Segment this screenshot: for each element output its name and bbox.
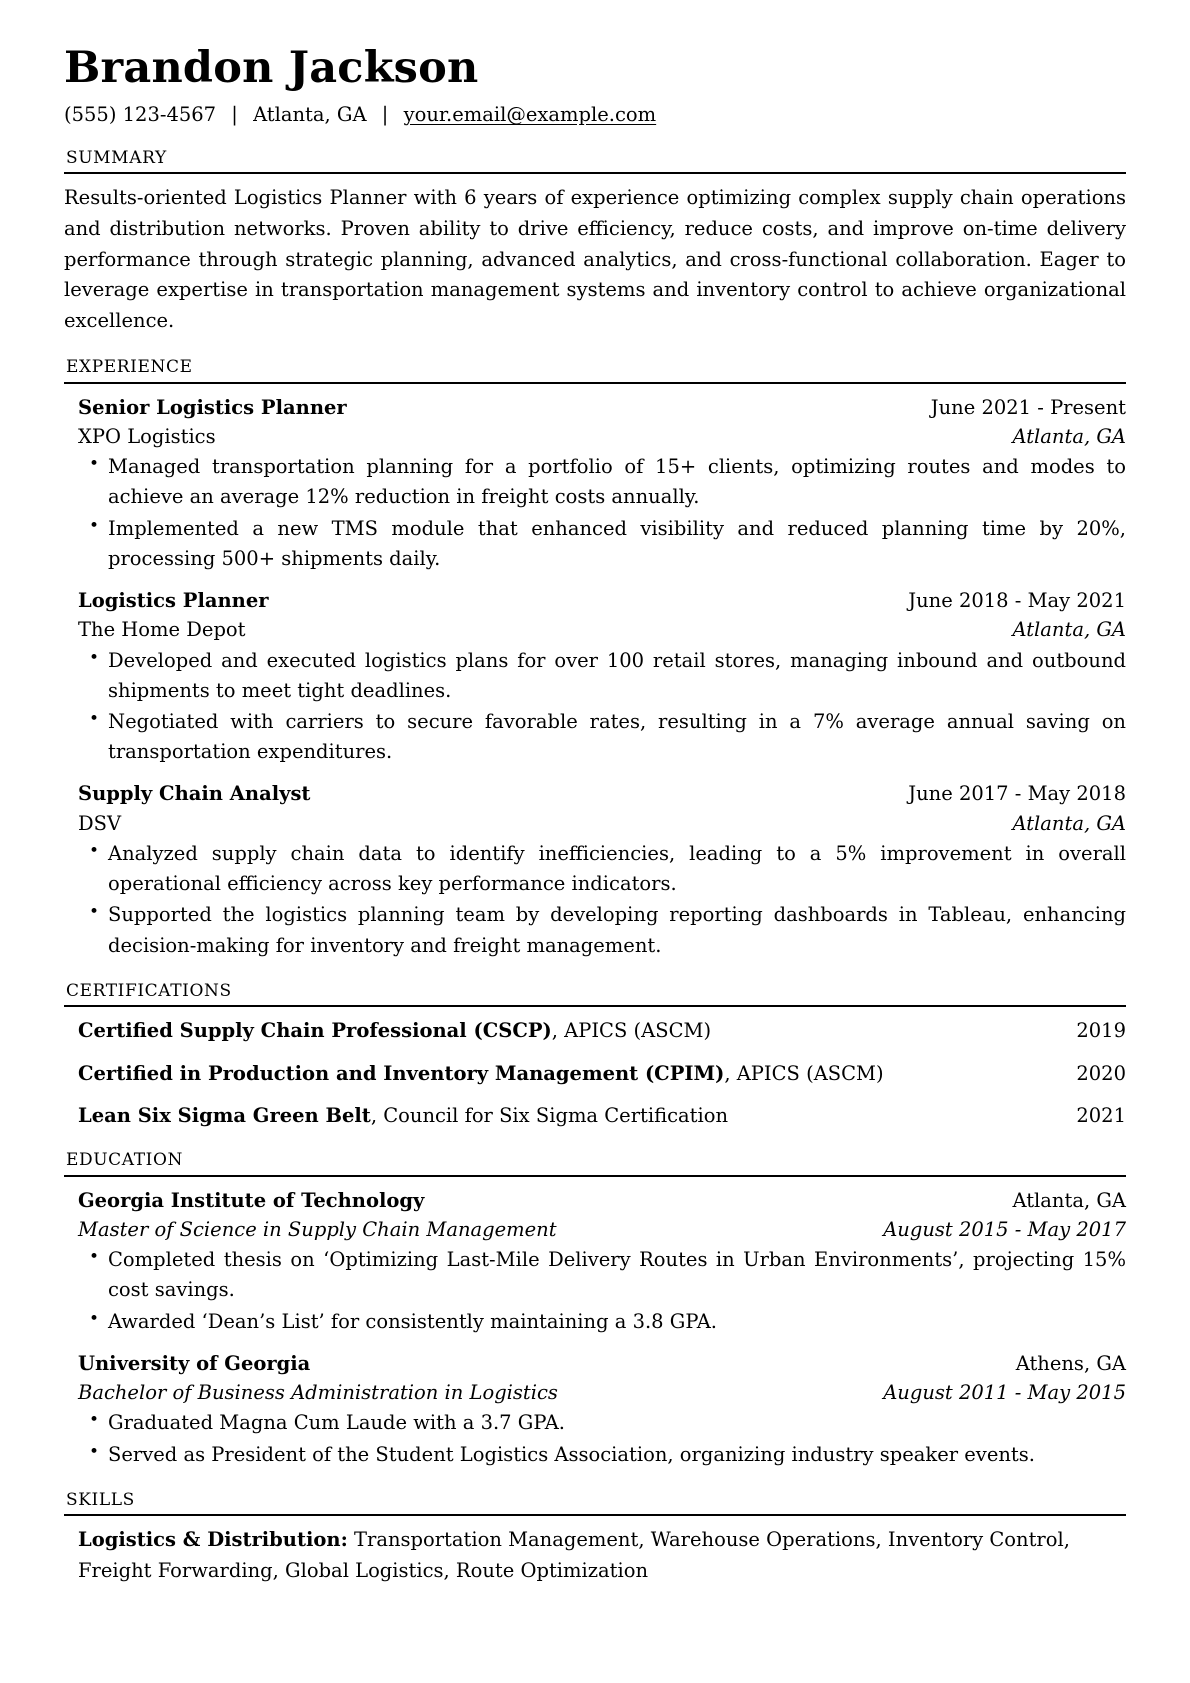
section-rule-education: [64, 1175, 1126, 1177]
section-title-experience: experience: [66, 350, 193, 379]
job-title: Supply Chain Analyst: [78, 782, 311, 806]
section-rule-certifications: [64, 1005, 1126, 1007]
section-title-education: education: [66, 1143, 183, 1172]
certification-text: [64, 1101, 728, 1130]
experience-list: [64, 393, 1126, 961]
certification-year: 2020: [1076, 1061, 1126, 1085]
job-dates: June 2017 - May 2018: [908, 782, 1126, 806]
candidate-name: Brandon Jackson: [64, 43, 479, 93]
bullet-item: • Served as President of the Student Logistics Association, organizing industry speaker events.: [64, 1440, 1126, 1470]
education-entry-subheader: [64, 1215, 1126, 1244]
education-list: [64, 1186, 1126, 1470]
bullet-item: • Supported the logistics planning team by developing reporting dashboards in Tableau, enhancing decision-making for inventory and freight management.: [64, 900, 1126, 960]
contact-separator-2: |: [381, 103, 389, 127]
contact-line: [64, 102, 1126, 127]
job-location: Atlanta, GA: [1012, 811, 1126, 835]
bullet-item: • Graduated Magna Cum Laude with a 3.7 GPA.: [64, 1408, 1126, 1438]
experience-entry-header: [64, 779, 1126, 808]
section-education: [64, 1144, 1126, 1470]
section-rule-skills: [64, 1514, 1126, 1516]
contact-separator-1: |: [231, 103, 238, 127]
bullet-item: • Developed and executed logistics plans for over 100 retail stores, managing inbound and outbound shipments to meet tight deadlines.: [64, 646, 1126, 706]
experience-entry: [64, 393, 1126, 574]
school-location: Athens, GA: [1015, 1351, 1126, 1375]
company-name: XPO Logistics: [78, 424, 216, 448]
certification-name: Lean Six Sigma Green Belt: [78, 1103, 371, 1127]
experience-entry: [64, 779, 1126, 960]
experience-bullet-list: [64, 646, 1126, 768]
certifications-list: [64, 1016, 1126, 1130]
section-summary: [64, 142, 1126, 338]
bullet-item: • Analyzed supply chain data to identify inefficiencies, leading to a 5% improvement in overall operational efficiency across key performance indicators.: [64, 839, 1126, 899]
experience-entry-subheader: [64, 615, 1126, 644]
resume-header: [64, 44, 1126, 128]
section-certifications: [64, 975, 1126, 1130]
education-bullet-list: [64, 1408, 1126, 1469]
education-entry-subheader: [64, 1378, 1126, 1407]
school-name: Georgia Institute of Technology: [78, 1188, 425, 1212]
education-bullet-list: [64, 1245, 1126, 1337]
experience-entry-header: [64, 586, 1126, 615]
company-name: DSV: [78, 811, 122, 835]
job-location: Atlanta, GA: [1012, 424, 1126, 448]
skill-items: Transportation Management, Warehouse Operations, Inventory Control, Freight Forwarding, Global Logistics, Route Optimization: [78, 1528, 1070, 1583]
bullet-item: • Awarded ‘Dean’s List’ for consistently maintaining a 3.8 GPA.: [64, 1307, 1126, 1337]
contact-email-link[interactable]: your.email@example.com: [403, 103, 657, 127]
degree-name: Bachelor of Business Administration in Logistics: [78, 1381, 558, 1405]
experience-entry-subheader: [64, 422, 1126, 451]
section-title-certifications: certifications: [66, 973, 232, 1002]
experience-entry-subheader: [64, 809, 1126, 838]
certification-issuer: , Council for Six Sigma Certification: [370, 1103, 729, 1127]
certification-text: [64, 1016, 711, 1045]
job-title: Logistics Planner: [78, 589, 269, 613]
certification-name: Certified in Production and Inventory Management (CPIM): [78, 1061, 725, 1085]
job-dates: June 2021 - Present: [930, 395, 1126, 419]
certification-issuer: , APICS (ASCM): [551, 1019, 712, 1043]
certification-name: Certified Supply Chain Professional (CSCP): [78, 1019, 552, 1043]
bullet-item: • Implemented a new TMS module that enhanced visibility and reduced planning time by 20%, processing 500+ shipments daily.: [64, 514, 1126, 574]
certification-year: 2021: [1076, 1103, 1126, 1127]
degree-dates: August 2011 - May 2015: [883, 1381, 1126, 1405]
certification-text: [64, 1059, 884, 1088]
education-entry: [64, 1349, 1126, 1470]
experience-entry-header: [64, 393, 1126, 422]
bullet-item: • Managed transportation planning for a portfolio of 15+ clients, optimizing routes and modes to achieve an average 12% reduction in freight costs annually.: [64, 452, 1126, 512]
degree-name: Master of Science in Supply Chain Management: [78, 1217, 557, 1241]
section-title-summary: summary: [66, 140, 167, 169]
contact-phone: (555) 123-4567: [64, 103, 217, 127]
experience-bullet-list: [64, 452, 1126, 574]
school-location: Atlanta, GA: [1012, 1188, 1126, 1212]
company-name: The Home Depot: [78, 618, 246, 642]
section-rule-experience: [64, 382, 1126, 384]
section-skills: [64, 1484, 1126, 1587]
skill-category: Logistics & Distribution:: [78, 1528, 348, 1552]
job-title: Senior Logistics Planner: [78, 395, 347, 419]
skills-list: [64, 1525, 1126, 1587]
section-experience: [64, 351, 1126, 961]
bullet-item: • Completed thesis on ‘Optimizing Last-Mile Delivery Routes in Urban Environments’, projecting 15% cost savings.: [64, 1245, 1126, 1305]
certification-year: 2019: [1076, 1019, 1126, 1043]
section-title-skills: skills: [66, 1482, 135, 1511]
summary-text: Results-oriented Logistics Planner with 6 years of experience optimizing complex supply chain operations and distribution networks. Proven ability to drive efficiency, reduce costs, and improve on-time delivery performance through strategic planning, advanced analytics, and cross-functional collaboration. Eager to leverage expertise in transportation management systems and inventory control to achieve organizational excellence.: [64, 186, 1126, 333]
skill-group: [64, 1525, 1126, 1587]
certification-row: [64, 1101, 1126, 1130]
job-dates: June 2018 - May 2021: [908, 589, 1126, 613]
contact-location: Atlanta, GA: [253, 103, 367, 127]
job-location: Atlanta, GA: [1012, 618, 1126, 642]
education-entry: [64, 1186, 1126, 1337]
certification-row: [64, 1059, 1126, 1088]
experience-bullet-list: [64, 839, 1126, 961]
school-name: University of Georgia: [78, 1351, 311, 1375]
degree-dates: August 2015 - May 2017: [883, 1217, 1126, 1241]
experience-entry: [64, 586, 1126, 767]
bullet-item: • Negotiated with carriers to secure favorable rates, resulting in a 7% average annual saving on transportation expenditures.: [64, 707, 1126, 767]
certification-row: [64, 1016, 1126, 1045]
section-rule-summary: [64, 172, 1126, 174]
education-entry-header: [64, 1186, 1126, 1215]
education-entry-header: [64, 1349, 1126, 1378]
certification-issuer: , APICS (ASCM): [724, 1061, 884, 1085]
